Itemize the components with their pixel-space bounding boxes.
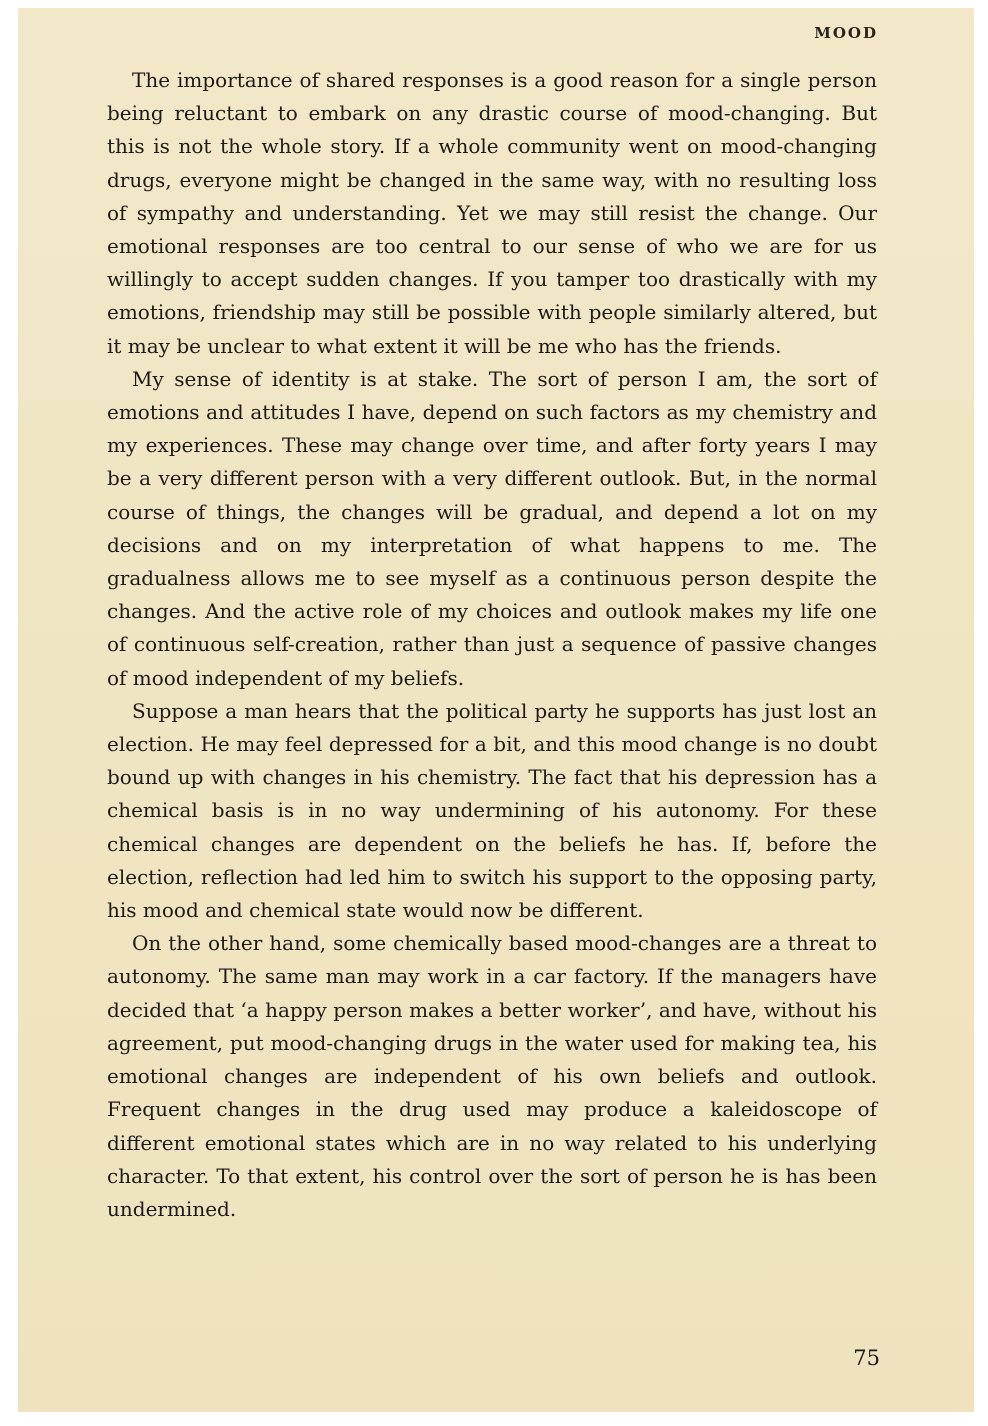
paragraph: Suppose a man hears that the political party he supports has just lost an election. He may feel depressed for a bit, and this mood change is no doubt bound up with changes in his chemistry. The fact that his depression has a chemical basis is in no way undermining of his autonomy. For these chemical changes are dependent on the beliefs he has. If, before the election, reflection had led him to switch his support to the opposing party, his mood and chemical state would now be different. — [107, 698, 877, 923]
running-head: MOOD — [814, 24, 878, 42]
page-number: 75 — [853, 1346, 880, 1370]
body-text — [107, 64, 877, 1226]
paragraph: My sense of identity is at stake. The sort of person I am, the sort of emotions and attitudes I have, depend on such factors as my chemistry and my experiences. These may change over time, and after forty years I may be a very different person with a very different outlook. But, in the normal course of things, the changes will be gradual, and depend a lot on my decisions and on my interpretation of what happens to me. The gradualness allows me to see myself as a continuous person despite the changes. And the active role of my choices and outlook makes my life one of continuous self-creation, rather than just a sequence of passive changes of mood independent of my beliefs. — [107, 366, 877, 690]
paragraph: The importance of shared responses is a good reason for a single person being reluctant to embark on any drastic course of mood-changing. But this is not the whole story. If a whole community went on mood-changing drugs, everyone might be changed in the same way, with no resulting loss of sympathy and understanding. Yet we may still resist the change. Our emotional responses are too central to our sense of who we are for us willingly to accept sudden changes. If you tamper too drastically with my emotions, friendship may still be possible with people similarly altered, but it may be unclear to what extent it will be me who has the friends. — [107, 68, 877, 358]
paragraph: On the other hand, some chemically based mood-changes are a threat to autonomy. The same man may work in a car factory. If the managers have decided that ‘a happy person makes a better worker’, and have, without his agreement, put mood-changing drugs in the water used for making tea, his emotional changes are independent of his own beliefs and outlook. Frequent changes in the drug used may produce a kaleidoscope of different emotional states which are in no way related to his underlying character. To that extent, his control over the sort of person he is has been undermined. — [107, 931, 877, 1221]
book-page — [18, 8, 974, 1412]
